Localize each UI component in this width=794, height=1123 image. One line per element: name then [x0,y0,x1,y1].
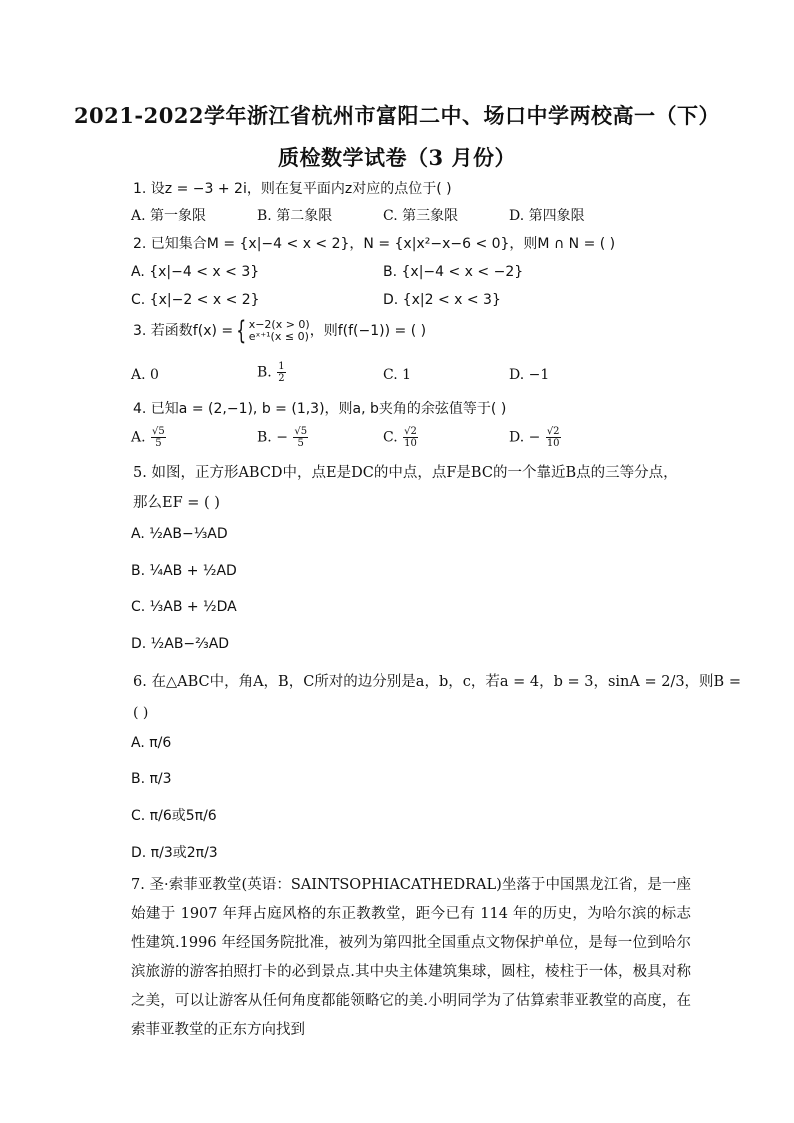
q5-option-c: C. ⅓AB + ½DA [131,599,237,615]
fraction: $\frac{√5}{5}$ [294,426,308,449]
q6-option-c: C. π/6或5π/6 [131,808,217,824]
q3-case-2: eˣ⁺¹(x ≤ 0) [248,330,309,343]
q1-option-a: A. 第一象限 [131,208,207,224]
q3-option-b [257,361,287,384]
fraction: $\frac{√5}{5}$ [152,426,165,449]
q5-option-a: A. ½AB−⅓AD [131,526,228,542]
fraction: $\frac{√2}{10}$ [546,426,560,449]
piecewise-cases [249,319,310,343]
question-7-text: 7. 圣·索菲亚教堂(英语：SAINTSOPHIACATHEDRAL)坐落于中国黑龙江省，是一座始建于 1907 年拜占庭风格的东正教教堂，距今已有 114 年的历史，为哈尔滨的标志性建筑.1996 年经国务院批准，被列为第四批全国重点文物保护单位，是每一位到哈尔滨旅游的游客拍照打卡的必到景点.其中央主体建筑集球，圆柱，棱柱于一体，极具对称之美，可以让游客从任何角度都能领略它的美.小明同学为了估算索菲亚教堂的高度，在索菲亚教堂的正东方向找到 [131,877,691,1038]
question-3-stem [133,318,426,344]
q5-option-d: D. ½AB−⅔AD [131,636,230,652]
q5-option-b: B. ¼AB + ½AD [131,563,237,579]
q1-option-b: B. 第二象限 [257,208,333,224]
q3-option-c: C. 1 [383,367,412,383]
q6-option-d: D. π/3或2π/3 [131,845,218,861]
q4-option-b: B. − $\frac{√5}{5}$ [257,426,308,449]
q3-stem-suffix: ，则f(f(−1)) = ( ) [309,323,427,339]
q4-option-d: D. − $\frac{√2}{10}$ [509,426,560,449]
page-title: 2021-2022学年浙江省杭州市富阳二中、场口中学两校高一（下） [73,103,721,128]
q4-option-c: C. $\frac{√2}{10}$ [383,426,417,449]
q6-option-a: A. π/6 [131,735,172,751]
page-subtitle: 质检数学试卷（3 月份） [278,145,516,170]
question-5-stem-line1: 5. 如图，正方形ABCD中，点E是DC的中点，点F是BC的一个靠近B点的三等分点， [133,465,678,481]
q3-option-a: A. 0 [131,367,159,383]
q3-option-d: D. −1 [509,367,550,383]
question-6-stem-line2: ( ) [133,705,149,721]
q2-option-c: C. {x|−2 < x < 2} [131,292,260,308]
question-1-stem: 1. 设z = −3 + 2i，则在复平面内z对应的点位于( ) [133,181,452,197]
q2-option-a: A. {x|−4 < x < 3} [131,264,260,280]
q3-case-1: x−2(x > 0) [248,318,310,331]
q2-option-b: B. {x|−4 < x < −2} [383,264,524,280]
fraction: $\frac{√2}{10}$ [404,426,417,449]
fraction: $\frac{1}{2}$ [278,361,285,384]
question-5-stem-line2: 那么EF = ( ) [133,495,220,511]
q2-option-d: D. {x|2 < x < 3} [383,292,501,308]
q3-option-b-label: B. [257,364,272,381]
q3-stem-prefix: 3. 若函数f(x) = [133,323,234,339]
q1-option-d: D. 第四象限 [509,208,585,224]
question-2-stem: 2. 已知集合M = {x|−4 < x < 2}，N = {x|x²−x−6 < 0}，则M ∩ N = ( ) [133,236,616,252]
q4-option-a: A. $\frac{√5}{5}$ [131,426,165,449]
q1-option-c: C. 第三象限 [383,208,459,224]
question-6-stem-line1: 6. 在△ABC中，角A，B，C所对的边分别是a，b，c，若a = 4，b = 3，sinA = 2/3，则B = [133,674,741,690]
question-4-stem: 4. 已知a = (2,−1), b = (1,3)，则a, b夹角的余弦值等于( ) [133,401,507,417]
brace-glyph: { [236,316,247,346]
q6-option-b: B. π/3 [131,771,172,787]
